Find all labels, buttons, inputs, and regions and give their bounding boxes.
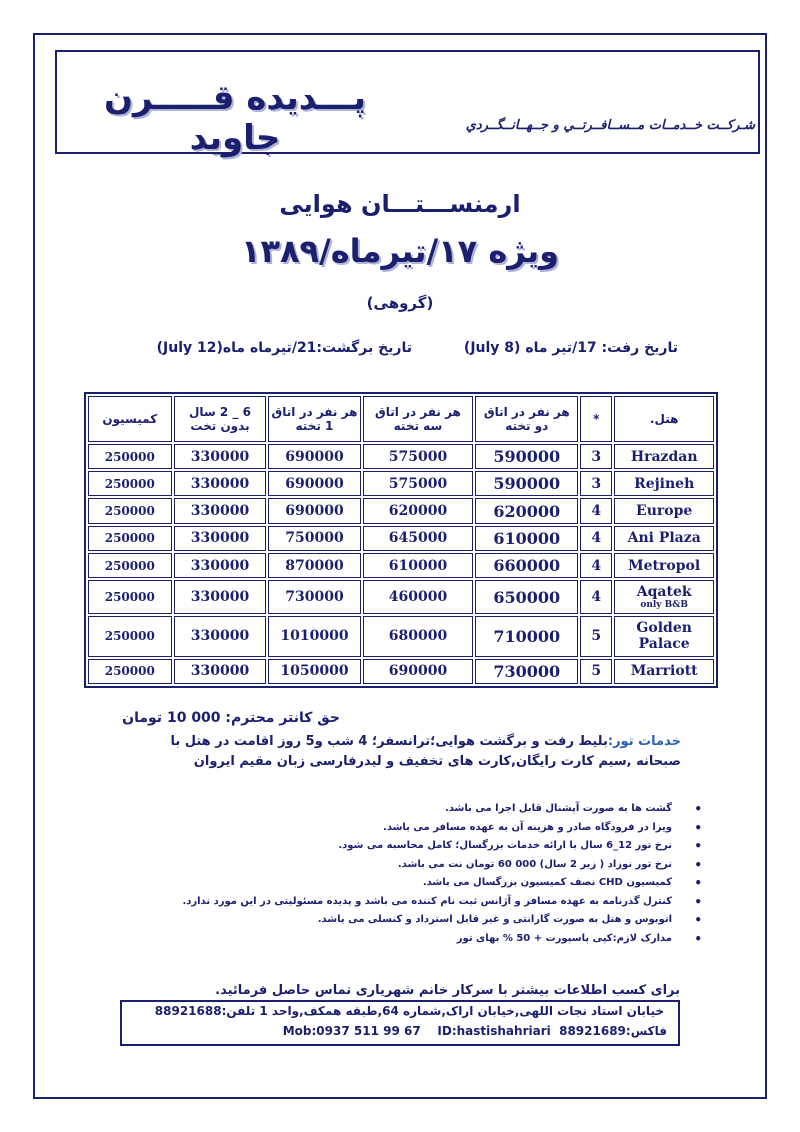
triple-price-cell-text: 610000 [388, 557, 448, 574]
hotel-note: only B&B [640, 600, 689, 610]
mobile-number: Mob:0937 511 99 67 [282, 1024, 421, 1038]
commission-cell [88, 553, 172, 578]
child-price-cell-text: 330000 [190, 448, 250, 465]
commission-cell [88, 498, 172, 523]
double-price-cell [475, 616, 578, 657]
stars-cell-text: 5 [591, 628, 602, 645]
single-price-cell-text: 690000 [285, 448, 344, 465]
triple-price-cell [363, 553, 474, 578]
services-label: خدمات تور: [607, 734, 681, 749]
hotel-cell-text: Europe [636, 503, 693, 520]
table-row [88, 553, 714, 578]
table-header-row [88, 396, 714, 442]
bullet-icon: • [694, 913, 702, 927]
commission-cell [88, 616, 172, 657]
single-price-cell [268, 471, 360, 496]
commission-cell-text: 250000 [104, 590, 155, 604]
triple-price-cell [363, 444, 474, 469]
double-price-cell [475, 444, 578, 469]
hotel-cell-text: Aqatek [636, 584, 692, 600]
hotel-cell [614, 659, 714, 684]
contact-numbers [124, 1024, 667, 1038]
stars-cell [580, 471, 612, 496]
triple-price-cell-text: 575000 [388, 475, 448, 492]
hotel-cell-text: Rejineh [634, 475, 695, 492]
child-price-cell [174, 471, 267, 496]
hotel-cell [614, 616, 714, 657]
double-price-cell [475, 526, 578, 551]
note-item [140, 800, 710, 819]
child-price-cell [174, 526, 267, 551]
triple-price-cell [363, 498, 474, 523]
group-label: (گروهی) [366, 294, 434, 312]
triple-price-cell [363, 471, 474, 496]
table-row [88, 444, 714, 469]
stars-cell-text: 4 [591, 530, 602, 547]
single-price-cell-text: 690000 [285, 475, 344, 492]
single-price-cell [268, 616, 360, 657]
note-text: ویزا در فرودگاه صادر و هزینه آن به عهده مسافر می باشد. [383, 821, 672, 833]
commission-cell-text: 250000 [104, 558, 155, 573]
single-price-cell [268, 498, 360, 523]
triple-price-cell [363, 526, 474, 551]
double-price-cell-text: 590000 [493, 474, 561, 494]
single-price-cell [268, 553, 360, 578]
commission-cell [88, 471, 172, 496]
note-item [140, 930, 710, 949]
commission-cell-text: 250000 [104, 504, 155, 519]
double-price-cell [475, 659, 578, 684]
hotel-cell [614, 498, 714, 523]
child-price-cell [174, 498, 267, 523]
double-price-cell-text: 660000 [493, 556, 561, 576]
triple-price-cell [363, 659, 474, 684]
single-price-cell-text: 750000 [285, 530, 344, 547]
stars-cell-text: 4 [591, 503, 602, 520]
single-price-cell [268, 659, 360, 684]
services-text: بلیط رفت و برگشت هوایی؛ترانسفر؛ 4 شب و5 روز اقامت در هتل با صبحانه ,سیم کارت رایگان,کارت های تخفیف و لیدرفارسی زبان مقیم ایروان [170, 734, 681, 769]
commission-cell-text: 250000 [104, 476, 155, 491]
commission-cell [88, 659, 172, 684]
company-subtitle: شـرکــت خــدمــات مــســافــرتــي و جــهــانــگــردي [465, 118, 755, 133]
bullet-icon: • [694, 802, 702, 816]
single-price-cell-text: 1050000 [280, 663, 349, 680]
note-text: نرخ تور 12_6 سال با ارائه خدمات بزرگسال؛ کامل محاسبه می شود. [338, 840, 672, 851]
table-row [88, 659, 714, 684]
single-price-cell-text: 730000 [285, 589, 344, 605]
note-item [140, 837, 710, 856]
stars-cell [580, 580, 612, 614]
child-price-cell-text: 330000 [190, 663, 250, 680]
hotel-cell [614, 580, 714, 614]
hotel-cell-text: Hrazdan [630, 448, 698, 465]
tour-services [165, 732, 681, 772]
commission-cell-text: 250000 [104, 629, 155, 644]
header-stars: * [580, 396, 612, 442]
triple-price-cell-text: 680000 [388, 628, 448, 645]
id-text: ID:hastishahriari [437, 1024, 551, 1038]
triple-price-cell-text: 690000 [388, 663, 448, 680]
note-text: کنترل گذرنامه به عهده مسافر و آژانس ثبت نام کننده می باشد و پدیده مسئولیتی در این مورد ندارد. [182, 895, 672, 907]
stars-cell-text: 3 [591, 448, 602, 465]
child-price-cell [174, 659, 267, 684]
hotel-cell-text: Golden Palace [636, 620, 692, 653]
bullet-icon: • [694, 894, 702, 909]
note-text: گشت ها به صورت آپشنال قابل اجرا می باشد. [444, 803, 672, 814]
hotel-cell [614, 471, 714, 496]
hotel-cell-text: Metropol [628, 557, 701, 574]
commission-cell [88, 444, 172, 469]
tour-title: ارمنســـتـــان هوایی [279, 190, 521, 218]
contact-line: برای کسب اطلاعات بیشتر با سرکار خانم شهریاری تماس حاصل فرمائید. [215, 983, 680, 998]
triple-price-cell [363, 616, 474, 657]
child-price-cell [174, 580, 267, 614]
note-item [140, 819, 710, 838]
stars-cell-text: 5 [591, 663, 602, 680]
note-item [140, 874, 710, 893]
child-price-cell [174, 444, 267, 469]
note-text: اتوبوس و هتل به صورت گارانتی و غیر قابل استرداد و کنسلی می باشد. [317, 914, 672, 925]
commission-cell-text: 250000 [104, 664, 155, 679]
hotel-cell-text: Ani Plaza [627, 530, 701, 547]
note-item [140, 911, 710, 930]
stars-cell [580, 659, 612, 684]
child-price-cell-text: 330000 [190, 530, 250, 547]
note-text: کمیسیون CHD نصف کمیسیون بزرگسال می باشد. [422, 877, 672, 888]
double-price-cell-text: 620000 [493, 501, 561, 521]
child-price-cell [174, 553, 267, 578]
hotel-cell-text: Marriott [630, 663, 698, 680]
note-item [140, 856, 710, 875]
stars-cell [580, 553, 612, 578]
bullet-icon: • [694, 820, 702, 835]
single-price-cell [268, 580, 360, 614]
stars-cell [580, 616, 612, 657]
table-row [88, 580, 714, 614]
stars-cell [580, 444, 612, 469]
price-table [84, 392, 718, 688]
stars-cell [580, 526, 612, 551]
header-double: هر نفر در اتاق دو تخته [475, 396, 578, 442]
hotel-cell [614, 444, 714, 469]
child-price-cell-text: 330000 [190, 589, 250, 605]
header-hotel: هتل. [614, 396, 714, 442]
bullet-icon: • [694, 857, 702, 872]
single-price-cell-text: 1010000 [280, 628, 349, 645]
commission-cell [88, 580, 172, 614]
double-price-cell-text: 650000 [493, 587, 561, 607]
single-price-cell-text: 690000 [285, 503, 344, 520]
header-child: 6 _ 2 سال بدون تخت [174, 396, 267, 442]
address-line: خیابان استاد نجات اللهی,خیابان اراک,شماره 64,طبقه همکف,واحد 1 تلفن:88921688 [154, 1004, 664, 1018]
header-commission: کمیسیون [88, 396, 172, 442]
double-price-cell-text: 730000 [493, 661, 561, 681]
stars-cell-text: 4 [591, 589, 602, 605]
double-price-cell [475, 498, 578, 523]
note-text: نرخ تور نوزاد ( زیر 2 سال) 000 60 تومان نت می باشد. [397, 858, 672, 870]
commission-cell-text: 250000 [104, 449, 155, 464]
table-row [88, 471, 714, 496]
triple-price-cell [363, 580, 474, 614]
stars-cell [580, 498, 612, 523]
hotel-cell [614, 526, 714, 551]
table-row [88, 498, 714, 523]
stars-cell-text: 3 [591, 475, 602, 492]
header-triple: هر نفر در اتاق سه تخته [363, 396, 474, 442]
bullet-icon: • [694, 931, 702, 946]
counter-fee: حق کانتر محترم: 000 10 تومان [122, 710, 340, 726]
return-date: تاریخ برگشت:21/تیرماه ماه(12 July) [156, 340, 412, 356]
notes-list [140, 800, 710, 948]
bullet-icon: • [694, 839, 702, 853]
double-price-cell [475, 553, 578, 578]
child-price-cell-text: 330000 [190, 628, 250, 645]
child-price-cell-text: 330000 [190, 557, 250, 574]
single-price-cell [268, 444, 360, 469]
double-price-cell [475, 580, 578, 614]
note-text: مدارک لازم:کپی پاسپورت + 50 % بهای تور [456, 932, 672, 944]
hotel-cell [614, 553, 714, 578]
double-price-cell-text: 610000 [493, 528, 561, 548]
double-price-cell [475, 471, 578, 496]
single-price-cell [268, 526, 360, 551]
header-single: هر نفر در اتاق 1 تخته [268, 396, 360, 442]
departure-date: تاریخ رفت: 17/تیر ماه (8 July) [463, 340, 678, 356]
single-price-cell-text: 870000 [285, 557, 344, 574]
table-row [88, 616, 714, 657]
child-price-cell-text: 330000 [190, 503, 250, 520]
tour-special-date: ویژه ۱۷/تیرماه/۱۳۸۹ [240, 232, 560, 270]
note-item [140, 893, 710, 912]
bullet-icon: • [694, 876, 702, 890]
triple-price-cell-text: 575000 [388, 448, 448, 465]
commission-cell-text: 250000 [104, 531, 155, 546]
fax-number: فاکس:88921689 [559, 1024, 667, 1038]
triple-price-cell-text: 620000 [388, 503, 448, 520]
child-price-cell [174, 616, 267, 657]
table-row [88, 526, 714, 551]
triple-price-cell-text: 460000 [388, 589, 448, 605]
double-price-cell-text: 590000 [493, 447, 561, 467]
double-price-cell-text: 710000 [493, 626, 561, 646]
child-price-cell-text: 330000 [190, 475, 250, 492]
stars-cell-text: 4 [591, 557, 602, 574]
triple-price-cell-text: 645000 [388, 530, 448, 547]
company-name: پـــدیده قـــــرن جاوید [103, 78, 367, 158]
commission-cell [88, 526, 172, 551]
